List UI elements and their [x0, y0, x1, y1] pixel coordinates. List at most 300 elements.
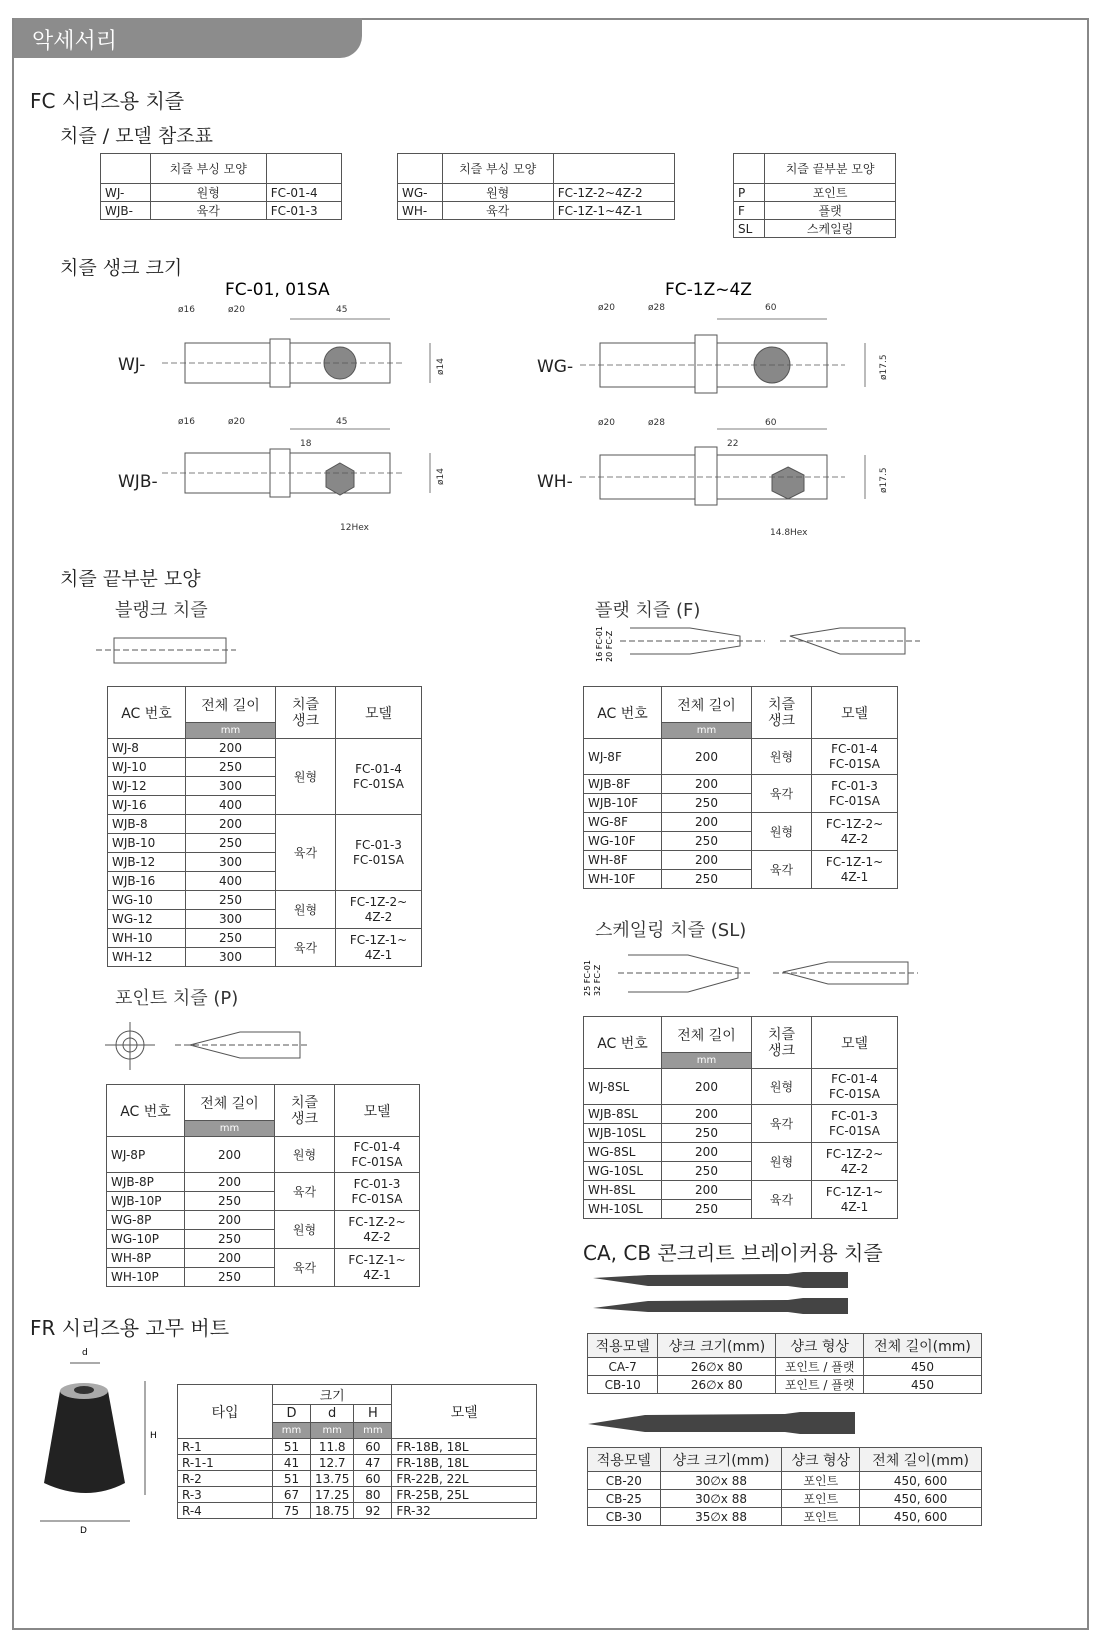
- table-row: [588, 1358, 982, 1376]
- col-unit: mm: [354, 1423, 392, 1439]
- col-length: 전체 길이: [186, 687, 276, 723]
- ac-number: WH-10: [108, 929, 186, 948]
- model: FC-1Z-2~ 4Z-2: [335, 1211, 420, 1249]
- total-length: 250: [662, 1162, 752, 1181]
- model: FC-1Z-2~ 4Z-2: [336, 891, 422, 929]
- total-length: 200: [185, 1173, 275, 1192]
- col-size: 크기: [273, 1385, 392, 1405]
- total-length: 200: [662, 813, 752, 832]
- ref-head-blank: [553, 154, 674, 184]
- shank-shape: 육각: [276, 815, 336, 891]
- ref-cell: 육각: [442, 202, 553, 220]
- model: FC-1Z-1~ 4Z-1: [335, 1249, 420, 1287]
- total-length: 400: [186, 872, 276, 891]
- ref-table-3: [733, 153, 896, 238]
- ac-number: WJB-16: [108, 872, 186, 891]
- svg-text:14.8Hex: 14.8Hex: [770, 528, 808, 538]
- model: FC-1Z-1~ 4Z-1: [336, 929, 422, 967]
- ac-number: WJB-8P: [107, 1173, 185, 1192]
- table-row: [588, 1508, 982, 1526]
- scaling-title: 스케일링 치즐 (SL): [595, 920, 747, 941]
- fr-cell: R-1-1: [178, 1455, 273, 1471]
- fr-cell: 13.75: [311, 1471, 354, 1487]
- total-length: 250: [186, 929, 276, 948]
- total-length: 200: [185, 1211, 275, 1230]
- fr-cell: R-4: [178, 1503, 273, 1519]
- ref-cell: FC-1Z-2~4Z-2: [553, 184, 674, 202]
- ac-number: WJ-16: [108, 796, 186, 815]
- svg-text:16 FC-01: 16 FC-01: [595, 626, 604, 662]
- model: FC-01-4 FC-01SA: [812, 739, 898, 775]
- table-row: [108, 815, 422, 834]
- col-dim: d: [311, 1405, 354, 1423]
- ac-number: WJB-10P: [107, 1192, 185, 1211]
- ac-number: WJB-8F: [584, 775, 662, 794]
- cacb-chisel-image-2: [585, 1410, 860, 1440]
- ref-cell: P: [734, 184, 765, 202]
- total-length: 250: [662, 870, 752, 889]
- svg-text:ø20: ø20: [598, 418, 615, 428]
- ref-cell: 원형: [442, 184, 553, 202]
- ac-number: WJB-8: [108, 815, 186, 834]
- fr-cell: 17.25: [311, 1487, 354, 1503]
- table-row: [107, 1211, 420, 1230]
- table-row: [588, 1472, 982, 1490]
- table-row: [178, 1503, 537, 1519]
- shank-shape: 원형: [275, 1211, 335, 1249]
- ac-number: WG-8SL: [584, 1143, 662, 1162]
- col-ac: AC 번호: [108, 687, 186, 739]
- total-length: 200: [662, 1105, 752, 1124]
- col-shank: 치즐 생크: [276, 687, 336, 739]
- col-dim: H: [354, 1405, 392, 1423]
- ac-number: WG-12: [108, 910, 186, 929]
- fr-cell: 51: [273, 1439, 311, 1455]
- ac-number: WG-10F: [584, 832, 662, 851]
- total-length: 200: [186, 739, 276, 758]
- ac-number: WJB-10: [108, 834, 186, 853]
- col-ac: AC 번호: [107, 1085, 185, 1137]
- fr-cell: 60: [354, 1471, 392, 1487]
- table-row: [178, 1471, 537, 1487]
- cacb-title: CA, CB 콘크리트 브레이커용 치즐: [583, 1241, 883, 1265]
- ac-number: WJB-10F: [584, 794, 662, 813]
- table-row: [108, 891, 422, 910]
- col-length: 전체 길이: [662, 687, 752, 723]
- svg-text:WJB-: WJB-: [118, 472, 158, 492]
- total-length: 300: [186, 910, 276, 929]
- ref-cell: 스케일링: [765, 220, 896, 238]
- svg-text:ø20: ø20: [598, 303, 615, 313]
- table-row: [588, 1376, 982, 1394]
- svg-text:60: 60: [765, 418, 777, 428]
- point-chisel-icon: [105, 1022, 315, 1072]
- ref-cell: SL: [734, 220, 765, 238]
- model: FC-01-3 FC-01SA: [336, 815, 422, 891]
- col-shank: 치즐 생크: [752, 1017, 812, 1069]
- fr-cell: 80: [354, 1487, 392, 1503]
- ac-number: WH-10F: [584, 870, 662, 889]
- ac-number: WG-10: [108, 891, 186, 910]
- total-length: 300: [186, 777, 276, 796]
- cacb-cell: 포인트: [782, 1472, 860, 1490]
- diag-left-title: FC-01, 01SA: [225, 280, 330, 300]
- svg-text:ø17.5: ø17.5: [879, 467, 889, 493]
- table-row: [584, 851, 898, 870]
- svg-text:22: 22: [727, 439, 739, 449]
- ac-number: WG-8P: [107, 1211, 185, 1230]
- ac-number: WH-10P: [107, 1268, 185, 1287]
- ref-cell: WJB-: [101, 202, 151, 220]
- svg-text:18: 18: [300, 439, 312, 449]
- svg-text:D: D: [80, 1526, 87, 1536]
- table-row: [178, 1487, 537, 1503]
- svg-text:WJ-: WJ-: [118, 355, 146, 375]
- ref-row: [734, 202, 896, 220]
- ref-head: 치즐 부싱 모양: [150, 154, 266, 184]
- svg-text:45: 45: [336, 417, 348, 427]
- svg-text:12Hex: 12Hex: [340, 523, 369, 533]
- shank-shape: 원형: [276, 891, 336, 929]
- cacb-chisel-image-1: [588, 1270, 853, 1325]
- cacb-cell: 포인트 / 플랫: [776, 1358, 864, 1376]
- total-length: 300: [186, 853, 276, 872]
- fc-title: FC 시리즈용 치즐: [30, 89, 185, 113]
- fr-cell: FR-25B, 25L: [392, 1487, 537, 1503]
- svg-text:ø28: ø28: [648, 303, 665, 313]
- ref-head-blank: [266, 154, 341, 184]
- cacb-header: 적용모델: [588, 1334, 658, 1358]
- col-model: 모델: [336, 687, 422, 739]
- cacb-header: 샹크 크기(mm): [658, 1334, 776, 1358]
- model: FC-1Z-2~ 4Z-2: [812, 813, 898, 851]
- ac-number: WH-12: [108, 948, 186, 967]
- svg-text:ø20: ø20: [228, 305, 245, 315]
- ac-number: WJ-10: [108, 758, 186, 777]
- shank-title: 치즐 생크 크기: [60, 257, 183, 279]
- svg-text:WH-: WH-: [537, 472, 573, 492]
- cacb-cell: 450, 600: [860, 1508, 982, 1526]
- col-unit: mm: [185, 1121, 275, 1137]
- cacb-cell: 35∅x 88: [660, 1508, 782, 1526]
- ac-number: WH-8SL: [584, 1181, 662, 1200]
- ref-table-1: [100, 153, 342, 220]
- cacb-table-2: [587, 1447, 982, 1526]
- rubber-butt-table: [177, 1384, 537, 1519]
- col-model: 모델: [392, 1385, 537, 1439]
- ref-row: [734, 220, 896, 238]
- cacb-header: 샹크 형상: [782, 1448, 860, 1472]
- total-length: 250: [186, 891, 276, 910]
- cacb-cell: CB-20: [588, 1472, 661, 1490]
- col-unit: mm: [662, 1053, 752, 1069]
- col-ac: AC 번호: [584, 687, 662, 739]
- svg-text:20 FC-Z: 20 FC-Z: [605, 630, 614, 662]
- ref-cell: FC-01-3: [266, 202, 341, 220]
- fr-cell: FR-22B, 22L: [392, 1471, 537, 1487]
- ac-number: WJB-12: [108, 853, 186, 872]
- fr-cell: FR-18B, 18L: [392, 1455, 537, 1471]
- table-row: [588, 1490, 982, 1508]
- col-length: 전체 길이: [185, 1085, 275, 1121]
- cacb-table-1: [587, 1333, 982, 1394]
- blank-chisel-table: [107, 686, 422, 967]
- model: FC-1Z-1~ 4Z-1: [812, 1181, 898, 1219]
- fr-cell: 18.75: [311, 1503, 354, 1519]
- table-row: [584, 813, 898, 832]
- svg-text:45: 45: [336, 305, 348, 315]
- ref-cell: 원형: [150, 184, 266, 202]
- ref-cell: WJ-: [101, 184, 151, 202]
- ref-cell: WG-: [398, 184, 443, 202]
- cacb-cell: CB-30: [588, 1508, 661, 1526]
- col-model: 모델: [812, 687, 898, 739]
- ac-number: WJ-12: [108, 777, 186, 796]
- tip-title: 치즐 끝부분 모양: [60, 568, 201, 590]
- rubber-butt-image: [30, 1343, 180, 1543]
- shank-shape: 육각: [276, 929, 336, 967]
- shank-shape: 원형: [752, 739, 812, 775]
- scaling-chisel-table: [583, 1016, 898, 1219]
- total-length: 200: [185, 1137, 275, 1173]
- total-length: 200: [662, 1143, 752, 1162]
- fr-cell: 60: [354, 1439, 392, 1455]
- model: FC-01-4 FC-01SA: [336, 739, 422, 815]
- ref-head: 치즐 부싱 모양: [442, 154, 553, 184]
- model: FC-01-3 FC-01SA: [812, 775, 898, 813]
- ref-cell: FC-01-4: [266, 184, 341, 202]
- col-dim: D: [273, 1405, 311, 1423]
- svg-text:ø17.5: ø17.5: [879, 354, 889, 380]
- flat-chisel-table: [583, 686, 898, 889]
- blank-title: 블랭크 치즐: [115, 600, 208, 621]
- svg-text:WG-: WG-: [537, 357, 574, 377]
- fr-cell: 51: [273, 1471, 311, 1487]
- section-tab: 악세서리: [14, 18, 362, 58]
- col-unit: mm: [186, 723, 276, 739]
- ac-number: WG-10SL: [584, 1162, 662, 1181]
- shank-shape: 원형: [752, 1143, 812, 1181]
- fr-cell: R-1: [178, 1439, 273, 1455]
- total-length: 200: [662, 1069, 752, 1105]
- model: FC-01-3 FC-01SA: [335, 1173, 420, 1211]
- total-length: 250: [185, 1192, 275, 1211]
- total-length: 250: [662, 794, 752, 813]
- ref-row: [101, 184, 342, 202]
- ref-cell: F: [734, 202, 765, 220]
- cacb-cell: 포인트: [782, 1490, 860, 1508]
- table-row: [178, 1455, 537, 1471]
- ref-head: 치즐 끝부분 모양: [765, 154, 896, 184]
- shank-shape: 육각: [275, 1173, 335, 1211]
- fr-cell: FR-18B, 18L: [392, 1439, 537, 1455]
- cacb-header: 전체 길이(mm): [864, 1334, 982, 1358]
- fr-cell: 41: [273, 1455, 311, 1471]
- table-row: [584, 1069, 898, 1105]
- model: FC-01-4 FC-01SA: [812, 1069, 898, 1105]
- cacb-cell: CB-10: [588, 1376, 658, 1394]
- svg-text:ø28: ø28: [648, 418, 665, 428]
- ac-number: WG-10P: [107, 1230, 185, 1249]
- ac-number: WJ-8F: [584, 739, 662, 775]
- flat-title: 플랫 치즐 (F): [595, 600, 701, 621]
- col-unit: mm: [662, 723, 752, 739]
- col-model: 모델: [335, 1085, 420, 1137]
- cacb-cell: 450: [864, 1376, 982, 1394]
- table-row: [584, 1143, 898, 1162]
- fr-cell: 11.8: [311, 1439, 354, 1455]
- table-row: [178, 1439, 537, 1455]
- ref-row: [101, 202, 342, 220]
- ref-cell: 플랫: [765, 202, 896, 220]
- total-length: 250: [186, 834, 276, 853]
- total-length: 200: [662, 851, 752, 870]
- svg-text:ø20: ø20: [228, 417, 245, 427]
- fr-cell: R-3: [178, 1487, 273, 1503]
- ac-number: WH-8F: [584, 851, 662, 870]
- shank-shape: 원형: [276, 739, 336, 815]
- svg-text:ø14: ø14: [436, 358, 446, 375]
- cacb-cell: 포인트: [782, 1508, 860, 1526]
- cacb-cell: 26∅x 80: [658, 1376, 776, 1394]
- ac-number: WJ-8SL: [584, 1069, 662, 1105]
- table-row: [584, 775, 898, 794]
- cacb-cell: 450, 600: [860, 1490, 982, 1508]
- ref-row: [398, 184, 675, 202]
- ac-number: WJ-8P: [107, 1137, 185, 1173]
- ref-row: [734, 184, 896, 202]
- ac-number: WJB-10SL: [584, 1124, 662, 1143]
- cacb-header: 적용모델: [588, 1448, 661, 1472]
- shank-shape: 육각: [752, 851, 812, 889]
- total-length: 200: [662, 775, 752, 794]
- col-length: 전체 길이: [662, 1017, 752, 1053]
- col-unit: mm: [311, 1423, 354, 1439]
- shank-shape: 육각: [752, 775, 812, 813]
- table-row: [107, 1137, 420, 1173]
- flat-chisel-icon: [590, 620, 930, 665]
- shank-shape: 원형: [275, 1137, 335, 1173]
- ref-cell: 포인트: [765, 184, 896, 202]
- model: FC-1Z-2~ 4Z-2: [812, 1143, 898, 1181]
- ref-cell: 육각: [150, 202, 266, 220]
- svg-text:H: H: [150, 1431, 157, 1441]
- col-shank: 치즐 생크: [275, 1085, 335, 1137]
- col-shank: 치즐 생크: [752, 687, 812, 739]
- table-row: [584, 739, 898, 775]
- total-length: 250: [662, 1124, 752, 1143]
- col-model: 모델: [812, 1017, 898, 1069]
- svg-text:25 FC-01: 25 FC-01: [583, 960, 592, 996]
- total-length: 200: [662, 739, 752, 775]
- model: FC-01-3 FC-01SA: [812, 1105, 898, 1143]
- cacb-header: 샹크 크기(mm): [660, 1448, 782, 1472]
- fr-cell: 67: [273, 1487, 311, 1503]
- col-ac: AC 번호: [584, 1017, 662, 1069]
- ref-head-blank: [101, 154, 151, 184]
- cacb-cell: 포인트 / 플랫: [776, 1376, 864, 1394]
- shank-shape: 육각: [752, 1181, 812, 1219]
- cacb-cell: 26∅x 80: [658, 1358, 776, 1376]
- ac-number: WJB-8SL: [584, 1105, 662, 1124]
- cacb-header: 전체 길이(mm): [860, 1448, 982, 1472]
- ref-row: [398, 202, 675, 220]
- ref-head-blank: [734, 154, 765, 184]
- point-chisel-table: [106, 1084, 420, 1287]
- ac-number: WH-8P: [107, 1249, 185, 1268]
- point-title: 포인트 치즐 (P): [115, 988, 239, 1009]
- fr-cell: 92: [354, 1503, 392, 1519]
- diag-right-title: FC-1Z~4Z: [665, 280, 752, 300]
- blank-chisel-icon: [96, 630, 236, 670]
- total-length: 250: [185, 1268, 275, 1287]
- cacb-cell: 450: [864, 1358, 982, 1376]
- total-length: 250: [186, 758, 276, 777]
- total-length: 200: [662, 1181, 752, 1200]
- ref-cell: WH-: [398, 202, 443, 220]
- table-row: [107, 1173, 420, 1192]
- fr-cell: 47: [354, 1455, 392, 1471]
- total-length: 200: [185, 1249, 275, 1268]
- scaling-chisel-icon: [578, 950, 923, 1000]
- ref-table-2: [397, 153, 675, 220]
- svg-text:ø16: ø16: [178, 417, 195, 427]
- table-row: [108, 929, 422, 948]
- svg-text:ø16: ø16: [178, 305, 195, 315]
- cacb-cell: 450, 600: [860, 1472, 982, 1490]
- model: FC-01-4 FC-01SA: [335, 1137, 420, 1173]
- table-row: [584, 1181, 898, 1200]
- total-length: 250: [185, 1230, 275, 1249]
- total-length: 300: [186, 948, 276, 967]
- col-type: 타입: [178, 1385, 273, 1439]
- ac-number: WJ-8: [108, 739, 186, 758]
- cacb-cell: CB-25: [588, 1490, 661, 1508]
- table-row: [584, 1105, 898, 1124]
- fr-cell: FR-32: [392, 1503, 537, 1519]
- shank-shape: 육각: [752, 1105, 812, 1143]
- shank-shape: 원형: [752, 813, 812, 851]
- fr-title: FR 시리즈용 고무 버트: [30, 1316, 230, 1340]
- total-length: 250: [662, 1200, 752, 1219]
- total-length: 200: [186, 815, 276, 834]
- shank-shape: 육각: [275, 1249, 335, 1287]
- total-length: 250: [662, 832, 752, 851]
- ref-head-blank: [398, 154, 443, 184]
- ac-number: WH-10SL: [584, 1200, 662, 1219]
- ref-cell: FC-1Z-1~4Z-1: [553, 202, 674, 220]
- cacb-cell: 30∅x 88: [660, 1490, 782, 1508]
- svg-text:60: 60: [765, 303, 777, 313]
- cacb-cell: 30∅x 88: [660, 1472, 782, 1490]
- fr-cell: R-2: [178, 1471, 273, 1487]
- shank-shape: 원형: [752, 1069, 812, 1105]
- fr-cell: 75: [273, 1503, 311, 1519]
- cacb-cell: CA-7: [588, 1358, 658, 1376]
- total-length: 400: [186, 796, 276, 815]
- shank-diagram: [100, 275, 920, 540]
- ac-number: WG-8F: [584, 813, 662, 832]
- col-unit: mm: [273, 1423, 311, 1439]
- model: FC-1Z-1~ 4Z-1: [812, 851, 898, 889]
- table-row: [108, 739, 422, 758]
- ref-title: 치즐 / 모델 참조표: [60, 125, 213, 147]
- svg-text:ø14: ø14: [436, 468, 446, 485]
- table-row: [107, 1249, 420, 1268]
- fr-cell: 12.7: [311, 1455, 354, 1471]
- svg-text:d: d: [82, 1348, 88, 1358]
- cacb-header: 샹크 형상: [776, 1334, 864, 1358]
